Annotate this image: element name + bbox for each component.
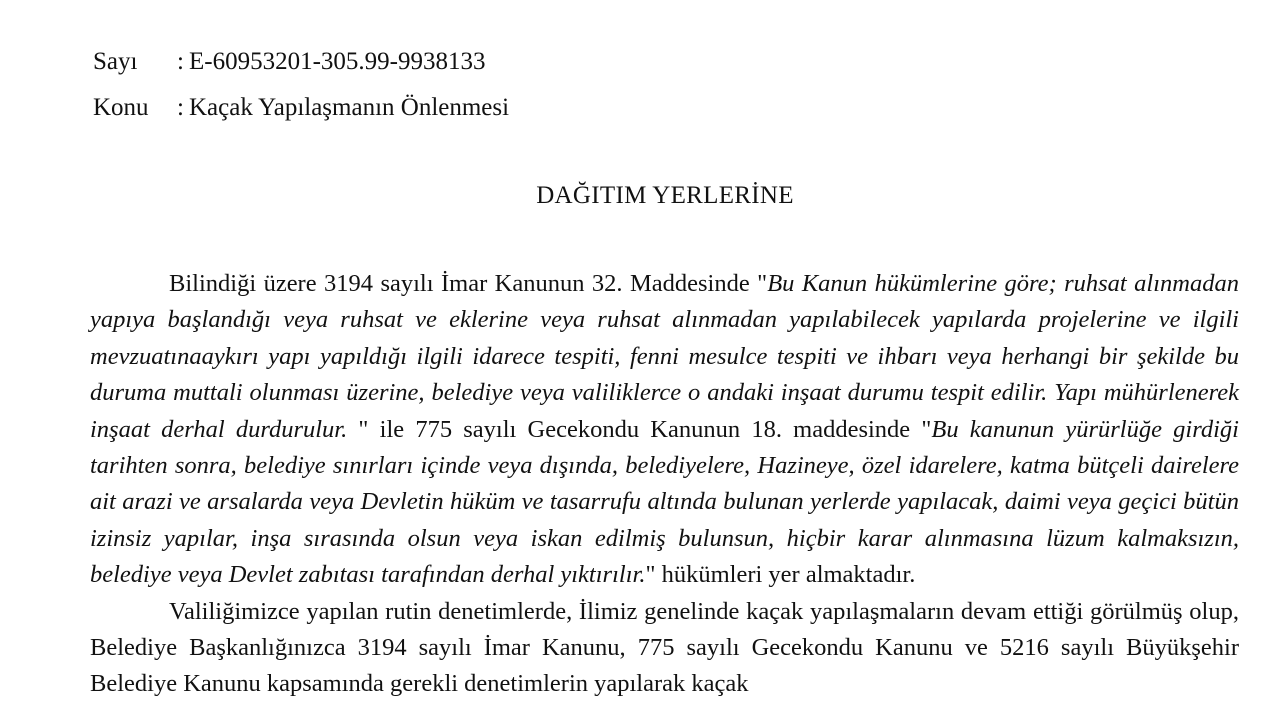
konu-row — [93, 93, 509, 123]
sayi-value: E-60953201-305.99-9938133 — [189, 48, 486, 75]
imar-kanunu-quote: Bu Kanun hükümlerine göre; ruhsat alınmadan yapıya başlandığı veya ruhsat ve eklerine veya ruhsat alınmadan yapılabilecek yapılarda projelerine ve ilgili mevzuatınaaykırı yapı yapıldığı ilgili idarece tespiti, fenni mesulce tespiti ve ihbarı veya herhangi bir şekilde bu duruma muttali olunması üzerine, belediye veya valiliklerce o andaki inşaat durumu tespit edilir. Yapı mühürlenerek inşaat derhal durdurulur. — [90, 270, 1239, 443]
konu-colon: : — [177, 94, 184, 121]
konu-value: Kaçak Yapılaşmanın Önlenmesi — [189, 94, 510, 121]
paragraph-1-intro: Bilindiği üzere 3194 sayılı İmar Kanunun 32. Maddesinde " — [169, 270, 768, 297]
sayi-colon: : — [177, 48, 184, 75]
konu-label: Konu — [93, 94, 149, 121]
distribution-heading: DAĞITIM YERLERİNE — [536, 182, 794, 209]
sayi-label: Sayı — [93, 48, 138, 75]
paragraph-1-middle: " ile 775 sayılı Gecekondu Kanunun 18. maddesinde " — [347, 415, 932, 443]
paragraph-2: Valiliğimizce yapılan rutin denetimlerde, İlimiz genelinde kaçak yapılaşmaların devam ettiği görülmüş olup, Belediye Başkanlığınızca 3194 sayılı İmar Kanunu, 775 sayılı Gecekondu Kanunu ve 5216 sayılı Büyükşehir Belediye Kanunu kapsamında gerekli denetimlerin yapılarak kaçak — [90, 597, 1239, 698]
gecekondu-kanunu-quote: Bu kanunun yürürlüğe girdiği tarihten sonra, belediye sınırları içinde veya dışında, belediyelere, Hazineye, özel idarelere, katma bütçeli dairelere ait arazi ve arsalarda veya Devletin hüküm ve tasarrufu altında bulunan yerlerde yapılacak, daimi veya geçici bütün izinsiz yapılar, inşa sırasında olsun veya iskan edilmiş bulunsun, hiçbir karar alınmasına lüzum kalmaksızın, belediye veya Devlet zabıtası tarafından derhal yıktırılır. — [90, 415, 1239, 589]
paragraph-1 — [90, 266, 1239, 594]
sayi-row — [93, 47, 486, 77]
paragraph-1-end: " hükümleri yer almaktadır. — [645, 561, 916, 589]
letter-body — [90, 266, 1239, 703]
